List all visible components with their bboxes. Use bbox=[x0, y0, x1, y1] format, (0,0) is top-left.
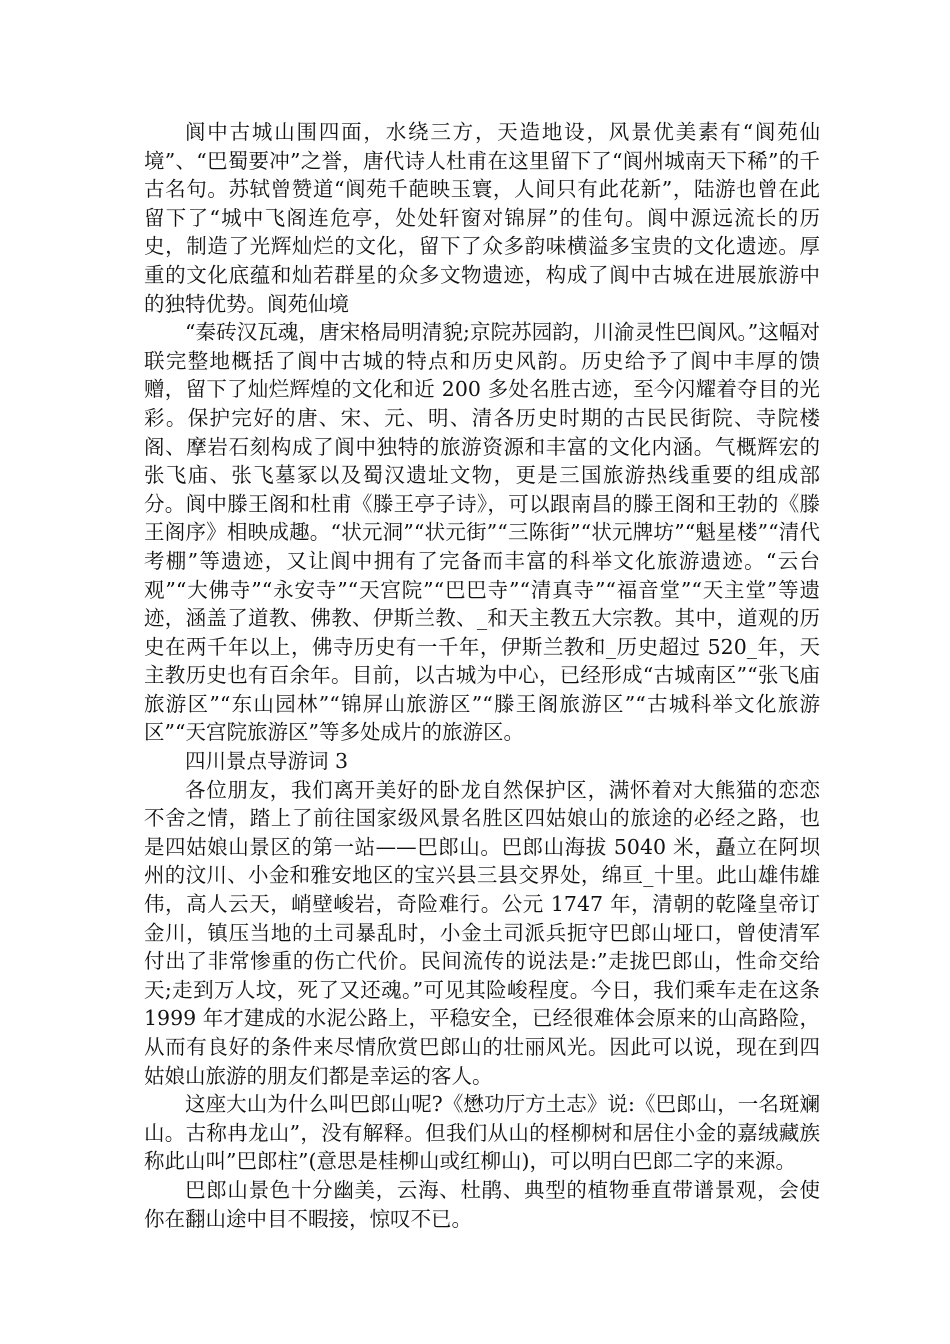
section-heading: 四川景点导游词 3 bbox=[185, 749, 349, 774]
paragraph-balang-mountain: 各位朋友，我们离开美好的卧龙自然保护区，满怀着对大熊猫的恋恋不舍之情，踏上了前往国家级风景名胜区四姑娘山的旅途的必经之路，也是四姑娘山景区的第一站——巴郎山。巴郎山海拔 5040 米，矗立在阿坝州的汶川、小金和雅安地区的宝兴县三县交界处，绵亘_十里。此山雄伟雄伟，高人云天，峭壁峻岩，奇险难行。公元 1747 年，清朝的乾隆皇帝订金川，镇压当地的土司暴乱时，小金土司派兵扼守巴郎山垭口，曾使清军付出了非常惨重的伤亡代价。民间流传的说法是:”走拢巴郎山，性命交给天;走到万人坟，死了又还魂。”可见其险峻程度。今日，我们乘车走在这条 1999 年才建成的水泥公路上，平稳安全，已经很难体会原来的山高路险，从而有良好的条件来尽情欣赏巴郎山的壮丽风光。因此可以说，现在到四姑娘山旅游的朋友们都是幸运的客人。 bbox=[144, 777, 820, 1088]
paragraph-balang-name-origin: 这座大山为什么叫巴郎山呢?《懋功厅方土志》说:《巴郎山，一名斑斓山。古称冉龙山”，没有解释。但我们从山的柽柳树和居住小金的嘉绒藏族称此山叫”巴郎柱”(意思是桂柳山或红柳山)，可以明白巴郎二字的来源。 bbox=[144, 1092, 820, 1174]
paragraph-langzhong-history: “秦砖汉瓦魂，唐宋格局明清貌;京院苏园韵，川渝灵性巴阆风。”这幅对联完整地概括了阆中古城的特点和历史风韵。历史给予了阆中丰厚的馈赠，留下了灿烂辉煌的文化和近 200 多处名胜古迹，至今闪耀着夺目的光彩。保护完好的唐、宋、元、明、清各历史时期的古民民街院、寺院楼阁、摩岩石刻构成了阆中独特的旅游资源和丰富的文化内涵。气概辉宏的张飞庙、张飞墓冢以及蜀汉遗址文物，更是三国旅游热线重要的组成部分。阆中滕王阁和杜甫《滕王亭子诗》，可以跟南昌的滕王阁和王勃的《滕王阁序》相映成趣。“状元洞”“状元街”“三陈街”“状元牌坊”“魁星楼”“清代考棚”等遗迹，又让阆中拥有了完备而丰富的科举文化旅游遗迹。“云台观”“大佛寺”“永安寺”“天宫院”“巴巴寺”“清真寺”“福音堂”“天主堂”等遗迹，涵盖了道教、佛教、伊斯兰教、_和天主教五大宗教。其中，道观的历史在两千年以上，佛寺历史有一千年，伊斯兰教和_历史超过 520_年，天主教历史也有百余年。目前，以古城为中心，已经形成“古城南区”“张飞庙旅游区”“东山园林”“锦屏山旅游区”“滕王阁旅游区”“古城科举文化旅游区”“天宫院旅游区”等多处成片的旅游区。 bbox=[144, 320, 820, 745]
document-body bbox=[144, 118, 820, 1233]
paragraph-langzhong-intro: 阆中古城山围四面，水绕三方，天造地设，风景优美素有“阆苑仙境”、“巴蜀要冲”之誉，唐代诗人杜甫在这里留下了“阆州城南天下稀”的千古名句。苏轼曾赞道“阆苑千葩映玉寰，人间只有此花新”，陆游也曾在此留下了“城中飞阁连危亭，处处轩窗对锦屏”的佳句。阆中源远流长的历史，制造了光辉灿烂的文化，留下了众多韵味横溢多宝贵的文化遗迹。厚重的文化底蕴和灿若群星的众多文物遗迹，构成了阆中古城在进展旅游中的独特优势。阆苑仙境 bbox=[144, 120, 820, 316]
paragraph-balang-scenery: 巴郎山景色十分幽美，云海、杜鹃、典型的植物垂直带谱景观，会使你在翻山途中目不暇接，惊叹不已。 bbox=[144, 1177, 820, 1231]
